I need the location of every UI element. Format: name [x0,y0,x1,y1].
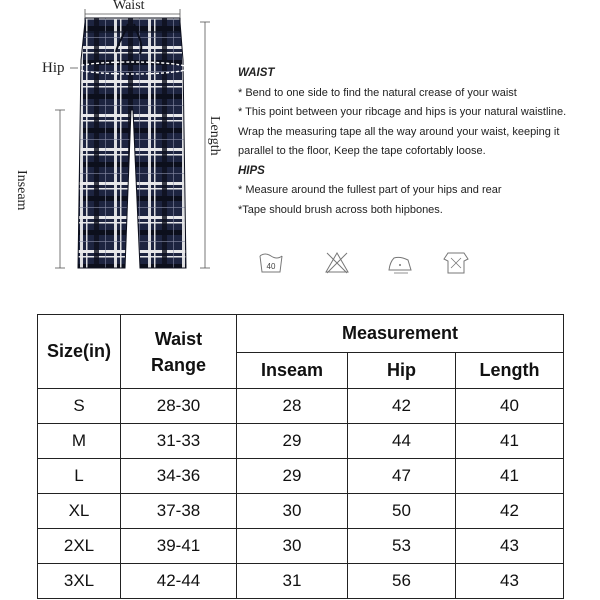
wash-40-icon [258,250,284,276]
table-header-row [38,315,564,353]
length-cell: 43 [456,564,564,599]
size-column-header: Size(in) [38,315,121,389]
table-row [38,494,564,529]
size-cell: L [38,459,121,494]
inseam-cell: 31 [237,564,348,599]
length-cell: 42 [456,494,564,529]
waist-instruction-2: * This point between your ribcage and hips is your natural waistline. [238,106,567,118]
table-row [38,529,564,564]
waist-dimension-label: Waist [113,0,145,13]
do-not-bleach-icon [324,250,350,276]
inseam-cell: 30 [237,494,348,529]
waist-instruction-3: Wrap the measuring tape all the way around your waist, keeping it [238,125,560,138]
waist-cell: 37-38 [121,494,237,529]
hip-dimension-label: Hip [42,60,65,76]
care-label-icons [258,250,488,280]
hip-cell: 44 [348,424,456,459]
hips-heading: HIPS [238,164,265,177]
inseam-cell: 29 [237,459,348,494]
table-row [38,564,564,599]
waist-cell: 31-33 [121,424,237,459]
inseam-dimension-label: Inseam [14,170,29,211]
waist-range-column-header: Waist Range [121,315,237,389]
size-cell: XL [38,494,121,529]
hip-column-header: Hip [348,353,456,389]
table-row [38,424,564,459]
waist-instruction-1: * Bend to one side to find the natural crease of your waist [238,86,517,99]
waist-cell: 39-41 [121,529,237,564]
inseam-cell: 29 [237,424,348,459]
size-cell: 3XL [38,564,121,599]
length-column-header: Length [456,353,564,389]
length-cell: 41 [456,459,564,494]
iron-low-icon [386,250,414,276]
measuring-instructions [238,64,598,220]
hip-cell: 56 [348,564,456,599]
table-row [38,459,564,494]
hip-cell: 47 [348,459,456,494]
length-cell: 43 [456,529,564,564]
size-chart-table [37,314,564,599]
waist-cell: 42-44 [121,564,237,599]
hip-cell: 42 [348,389,456,424]
hips-instruction-2: *Tape should brush across both hipbones. [238,203,443,216]
measurement-group-header: Measurement [237,315,564,353]
length-dimension-label: Length [207,116,222,156]
wash-temp-text: 40 [266,262,276,271]
hip-cell: 53 [348,529,456,564]
size-cell: 2XL [38,529,121,564]
length-cell: 41 [456,424,564,459]
hip-cell: 50 [348,494,456,529]
size-cell: S [38,389,121,424]
waist-cell: 28-30 [121,389,237,424]
length-cell: 40 [456,389,564,424]
inseam-cell: 30 [237,529,348,564]
inseam-column-header: Inseam [237,353,348,389]
inseam-cell: 28 [237,389,348,424]
waist-instruction-4: parallel to the floor, Keep the tape cofortably loose. [238,145,486,157]
size-cell: M [38,424,121,459]
hips-instruction-1: * Measure around the fullest part of your hips and rear [238,184,502,196]
tumble-dry-icon [442,250,470,276]
waist-heading: WAIST [238,67,275,79]
table-row [38,389,564,424]
waist-cell: 34-36 [121,459,237,494]
